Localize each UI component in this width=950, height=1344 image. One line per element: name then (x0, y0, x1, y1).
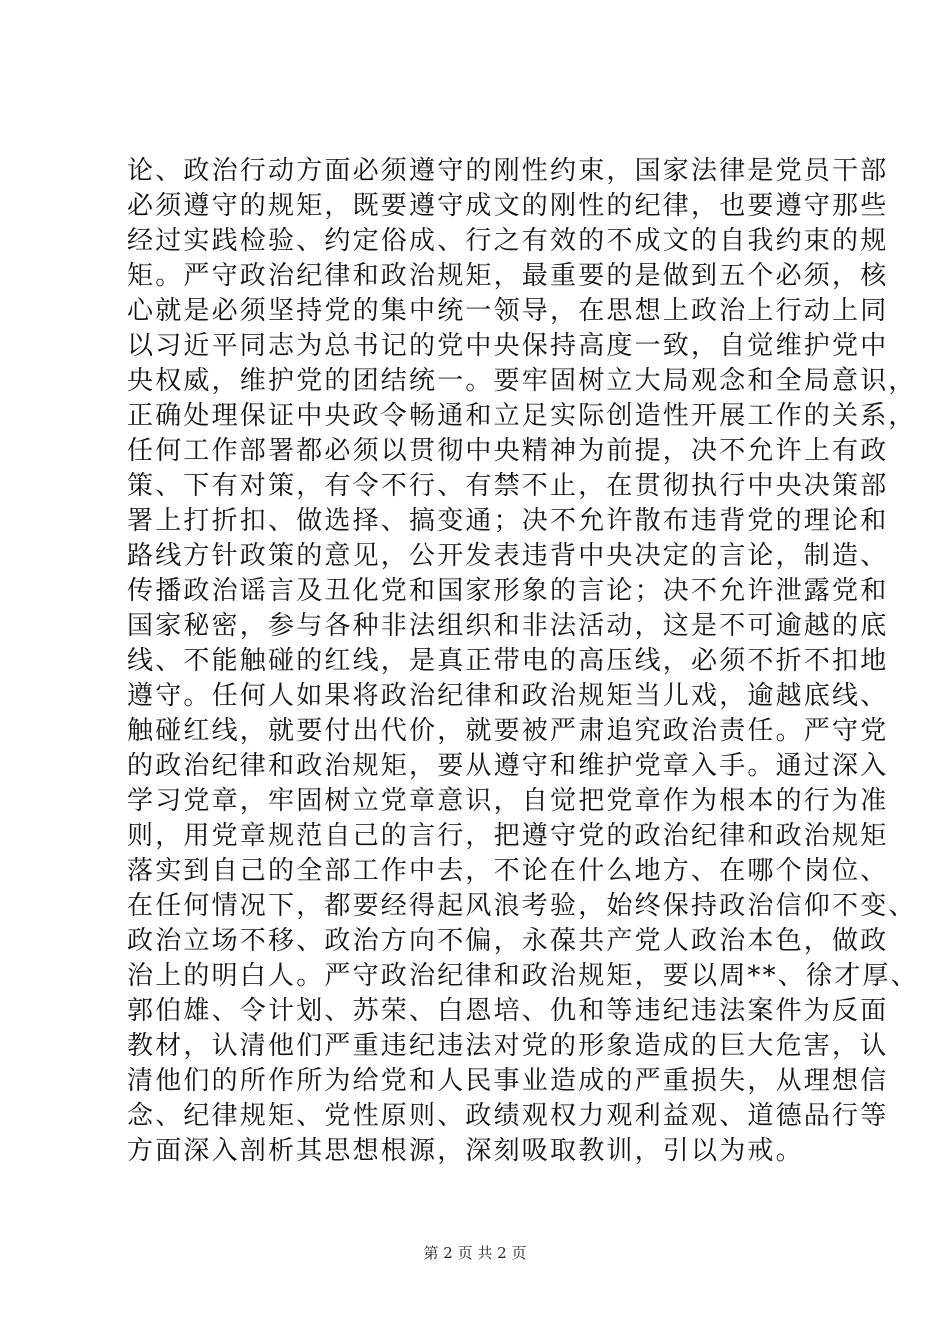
text-line: 落实到自己的全部工作中去，不论在什么地方、在哪个岗位、 (127, 856, 889, 886)
text-line: 正确处理保证中央政令畅通和立足实际创造性开展工作的关系， (127, 401, 917, 431)
text-line: 郭伯雄、令计划、苏荣、白恩培、仇和等违纪违法案件为反面 (127, 996, 889, 1026)
text-line: 央权威，维护党的团结统一。要牢固树立大局观念和全局意识， (127, 366, 917, 396)
text-line: 触碰红线，就要付出代价，就要被严肃追究政治责任。严守党 (127, 716, 889, 746)
text-line: 论、政治行动方面必须遵守的刚性约束，国家法律是党员干部 (127, 156, 889, 186)
text-line: 国家秘密，参与各种非法组织和非法活动，这是不可逾越的底 (127, 611, 889, 641)
text-line: 遵守。任何人如果将政治纪律和政治规矩当儿戏，逾越底线、 (127, 681, 889, 711)
page-footer (0, 1243, 950, 1263)
text-line: 策、下有对策，有令不行、有禁不止，在贯彻执行中央决策部 (127, 471, 889, 501)
text-line: 经过实践检验、约定俗成、行之有效的不成文的自我约束的规 (127, 226, 889, 256)
text-line: 教材，认清他们严重违纪违法对党的形象造成的巨大危害，认 (127, 1031, 889, 1061)
text-line: 路线方针政策的意见，公开发表违背中央决定的言论，制造、 (127, 541, 889, 571)
text-line: 学习党章，牢固树立党章意识，自觉把党章作为根本的行为准 (127, 786, 889, 816)
text-line: 治上的明白人。严守政治纪律和政治规矩，要以周**、徐才厚、 (127, 961, 919, 991)
text-line: 念、纪律规矩、党性原则、政绩观权力观利益观、道德品行等 (127, 1101, 889, 1131)
text-line: 则，用党章规范自己的言行，把遵守党的政治纪律和政治规矩 (127, 821, 889, 851)
text-line: 矩。严守政治纪律和政治规矩，最重要的是做到五个必须，核 (127, 261, 889, 291)
text-line: 以习近平同志为总书记的党中央保持高度一致，自觉维护党中 (127, 331, 889, 361)
text-line: 的政治纪律和政治规矩，要从遵守和维护党章入手。通过深入 (127, 751, 889, 781)
body-paragraph (127, 154, 919, 1169)
text-line: 线、不能触碰的红线，是真正带电的高压线，必须不折不扣地 (127, 646, 889, 676)
text-line: 传播政治谣言及丑化党和国家形象的言论；决不允许泄露党和 (127, 576, 889, 606)
text-line: 署上打折扣、做选择、搞变通；决不允许散布违背党的理论和 (127, 506, 889, 536)
text-line: 清他们的所作所为给党和人民事业造成的严重损失，从理想信 (127, 1066, 889, 1096)
text-line: 心就是必须坚持党的集中统一领导，在思想上政治上行动上同 (127, 296, 889, 326)
text-line: 方面深入剖析其思想根源，深刻吸取教训，引以为戒。 (127, 1136, 804, 1166)
text-line: 必须遵守的规矩，既要遵守成文的刚性的纪律，也要遵守那些 (127, 191, 889, 221)
page-number-label: 第 2 页 共 2 页 (423, 1244, 527, 1262)
text-line: 任何工作部署都必须以贯彻中央精神为前提，决不允许上有政 (127, 436, 889, 466)
text-line: 在任何情况下，都要经得起风浪考验，始终保持政治信仰不变、 (127, 891, 917, 921)
text-line: 政治立场不移、政治方向不偏，永葆共产党人政治本色，做政 (127, 926, 889, 956)
